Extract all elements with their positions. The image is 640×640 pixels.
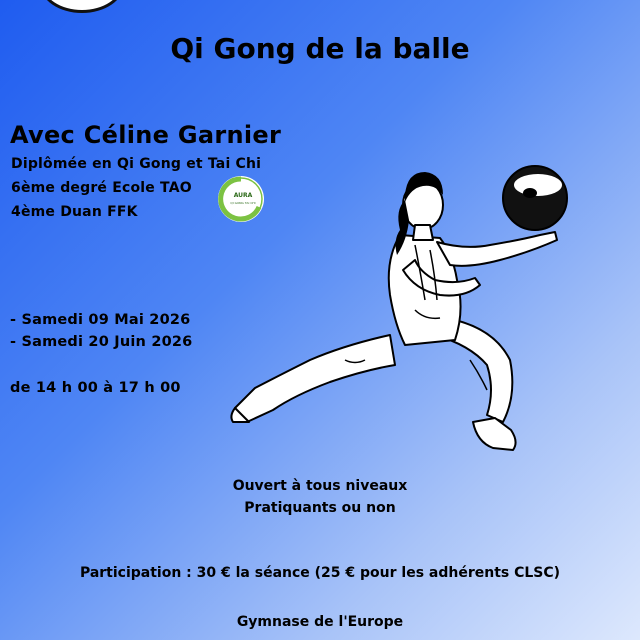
club-logo-partial — [40, 0, 124, 13]
credential-duan: 4ème Duan FFK — [11, 204, 138, 220]
participation-fee: Participation : 30 € la séance (25 € pour les adhérents CLSC) — [79, 565, 561, 581]
badge-text: AURA — [233, 192, 253, 199]
teacher-name: Avec Céline Garnier — [10, 121, 282, 149]
date-1: - Samedi 09 Mai 2026 — [10, 312, 191, 328]
badge-subtext: QI GONG TAI CHI — [230, 201, 256, 205]
qigong-practitioner-illustration — [225, 160, 585, 460]
open-to-all-levels: Ouvert à tous niveaux — [232, 478, 408, 494]
hours: de 14 h 00 à 17 h 00 — [10, 380, 181, 396]
practitioners-or-not: Pratiquants ou non — [244, 500, 396, 516]
credential-diploma: Diplômée en Qi Gong et Tai Chi — [11, 156, 262, 172]
credential-degree: 6ème degré Ecole TAO — [11, 180, 192, 196]
venue: Gymnase de l'Europe — [236, 614, 404, 630]
date-2: - Samedi 20 Juin 2026 — [10, 334, 193, 350]
page-title: Qi Gong de la balle — [170, 32, 470, 65]
